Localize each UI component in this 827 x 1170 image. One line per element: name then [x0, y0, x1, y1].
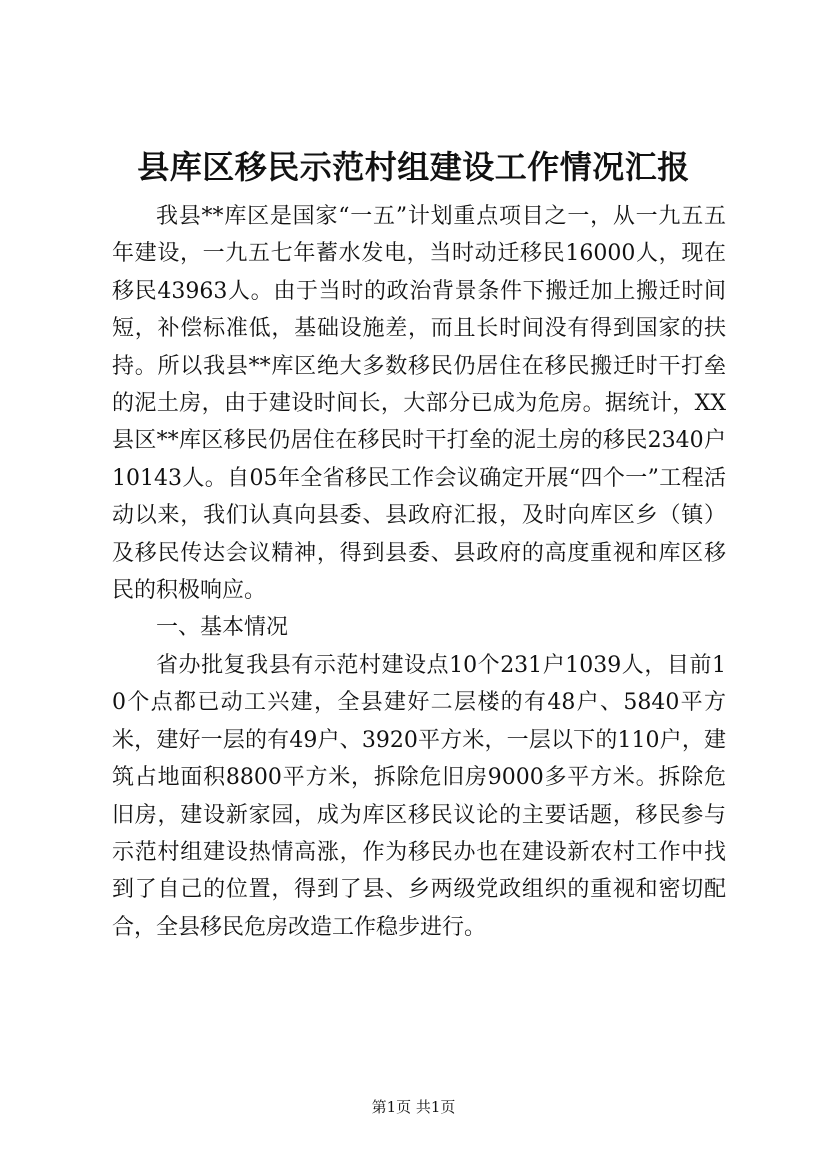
- document-body: [112, 198, 726, 946]
- paragraph-intro: 我县**库区是国家“一五”计划重点项目之一，从一九五五年建设，一九五七年蓄水发电，当时动迁移民16000人，现在移民43963人。由于当时的政治背景条件下搬迁加上搬迁时间短，补偿标准低，基础设施差，而且长时间没有得到国家的扶持。所以我县**库区绝大多数移民仍居住在移民搬迁时干打垒的泥土房，由于建设时间长，大部分已成为危房。据统计，XX县区**库区移民仍居住在移民时干打垒的泥土房的移民2340户10143人。自05年全省移民工作会议确定开展“四个一”工程活动以来，我们认真向县委、县政府汇报，及时向库区乡（镇）及移民传达会议精神，得到县委、县政府的高度重视和库区移民的积极响应。: [112, 204, 726, 604]
- section-heading-basic-situation: 一、基本情况: [156, 615, 289, 641]
- document-title: 县库区移民示范村组建设工作情况汇报: [137, 148, 690, 186]
- paragraph-basic-situation: 省办批复我县有示范村建设点10个231户1039人，目前10个点都已动工兴建，全县建好二层楼的有48户、5840平方米，建好一层的有49户、3920平方米，一层以下的110户，建筑占地面积8800平方米，拆除危旧房9000多平方米。拆除危旧房，建设新家园，成为库区移民议论的主要话题，移民参与示范村组建设热情高涨，作为移民办也在建设新农村工作中找到了自己的位置，得到了县、乡两级党政组织的重视和密切配合，全县移民危房改造工作稳步进行。: [112, 652, 726, 940]
- page-footer: 第1页 共1页: [371, 1098, 456, 1116]
